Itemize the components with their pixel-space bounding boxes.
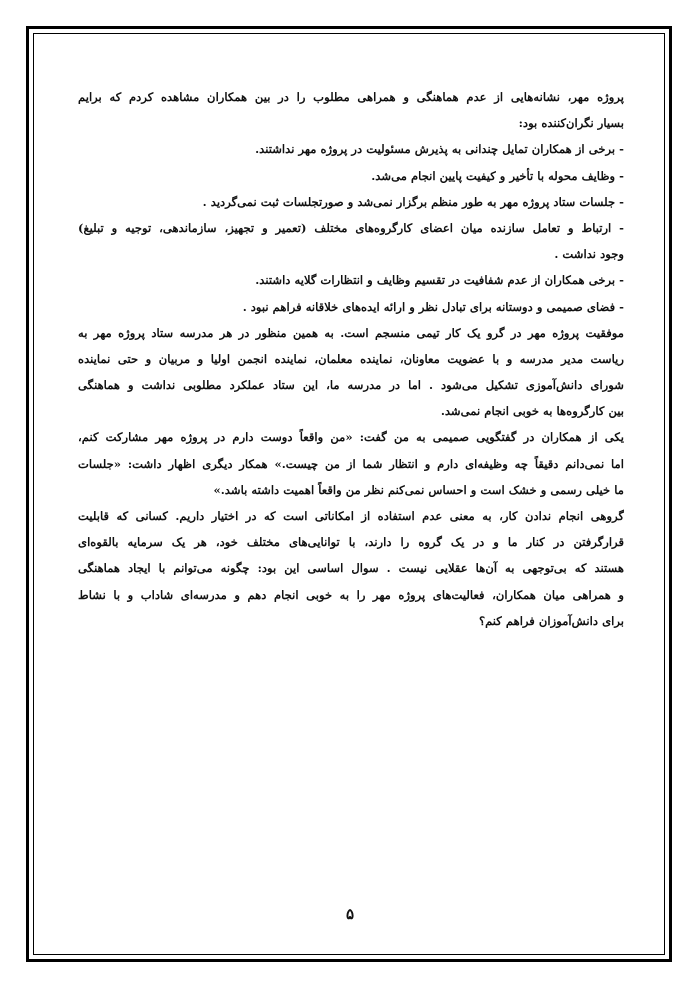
text-line: قرارگرفتن در کنار ما و در یک گروه را دارند، با توانایی‌های مختلف خود، هر یک سرمایه بالقوه‌ای: [78, 535, 624, 550]
document-body: [78, 84, 624, 634]
text-line: - فضای صمیمی و دوستانه برای تبادل نظر و ارائه ایده‌های خلاقانه فراهم نبود .: [242, 299, 624, 314]
text-line: - جلسات ستاد پروژه مهر به طور منظم برگزار نمی‌شد و صورتجلسات ثبت نمی‌گردید .: [202, 194, 624, 209]
text-line: پروژه مهر، نشانه‌هایی از عدم هماهنگی و همراهی مطلوب را در بین همکاران مشاهده کردم که برایم: [78, 90, 624, 104]
text-line: ریاست مدیر مدرسه و با عضویت معاونان، نماینده معلمان، نماینده انجمن اولیا و مربیان و حتی نماینده: [78, 351, 624, 366]
text-line: - برخی همکاران از عدم شفافیت در تقسیم وظایف و انتظارات گلایه داشتند.: [255, 273, 624, 288]
text-line: گروهی انجام ندادن کار، به معنی عدم استفاده از امکاناتی است که در اختیار داریم. کسانی که قابلیت: [78, 509, 624, 523]
text-line: - وظایف محوله با تأخیر و کیفیت پایین انجام می‌شد.: [371, 168, 624, 183]
text-line: موفقیت پروژه مهر در گرو یک کار تیمی منسجم است. به همین منظور در هر مدرسه ستاد پروژه مهر به: [78, 325, 624, 340]
text-line: یکی از همکاران در گفتگویی صمیمی به من گفت: «من واقعاً دوست دارم در پروژه مهر مشارکت کنم،: [78, 430, 624, 445]
text-line: وجود نداشت .: [554, 247, 624, 262]
page-number: ۵: [345, 905, 355, 923]
text-line: اما نمی‌دانم دقیقاً چه وظیفه‌ای دارم و انتظار شما از من چیست.» همکار دیگری اظهار داشت: «جلسات: [78, 456, 624, 471]
text-line: بسیار نگران‌کننده بود:: [518, 116, 624, 131]
text-line: شورای دانش‌آموزی تشکیل می‌شود . اما در مدرسه ما، این ستاد عملکرد مطلوبی نداشت و هماهنگی: [78, 378, 624, 393]
text-line: برای دانش‌آموزان فراهم کنم؟: [478, 613, 624, 628]
text-line: بین کارگروه‌ها به خوبی انجام نمی‌شد.: [440, 404, 624, 419]
text-line: - ارتباط و تعامل سازنده میان اعضای کارگروه‌های مختلف (تعمیر و تجهیز، سازماندهی، توجیه و تبلیغ): [78, 220, 624, 235]
text-line: هستند که بی‌توجهی به آن‌ها عقلایی نیست . سوال اساسی این بود: چگونه می‌توانم با ایجاد هماهنگی: [78, 561, 624, 576]
text-line: ما خیلی رسمی و خشک است و احساس نمی‌کنم نظر من واقعاً اهمیت داشته باشد.»: [213, 482, 624, 497]
text-line: و همراهی میان همکاران، فعالیت‌های پروژه مهر را به خوبی انجام دهم و مدرسه‌ای شاداب و با نشاط: [78, 587, 624, 602]
text-line: - برخی از همکاران تمایل چندانی به پذیرش مسئولیت در پروژه مهر نداشتند.: [255, 142, 624, 157]
